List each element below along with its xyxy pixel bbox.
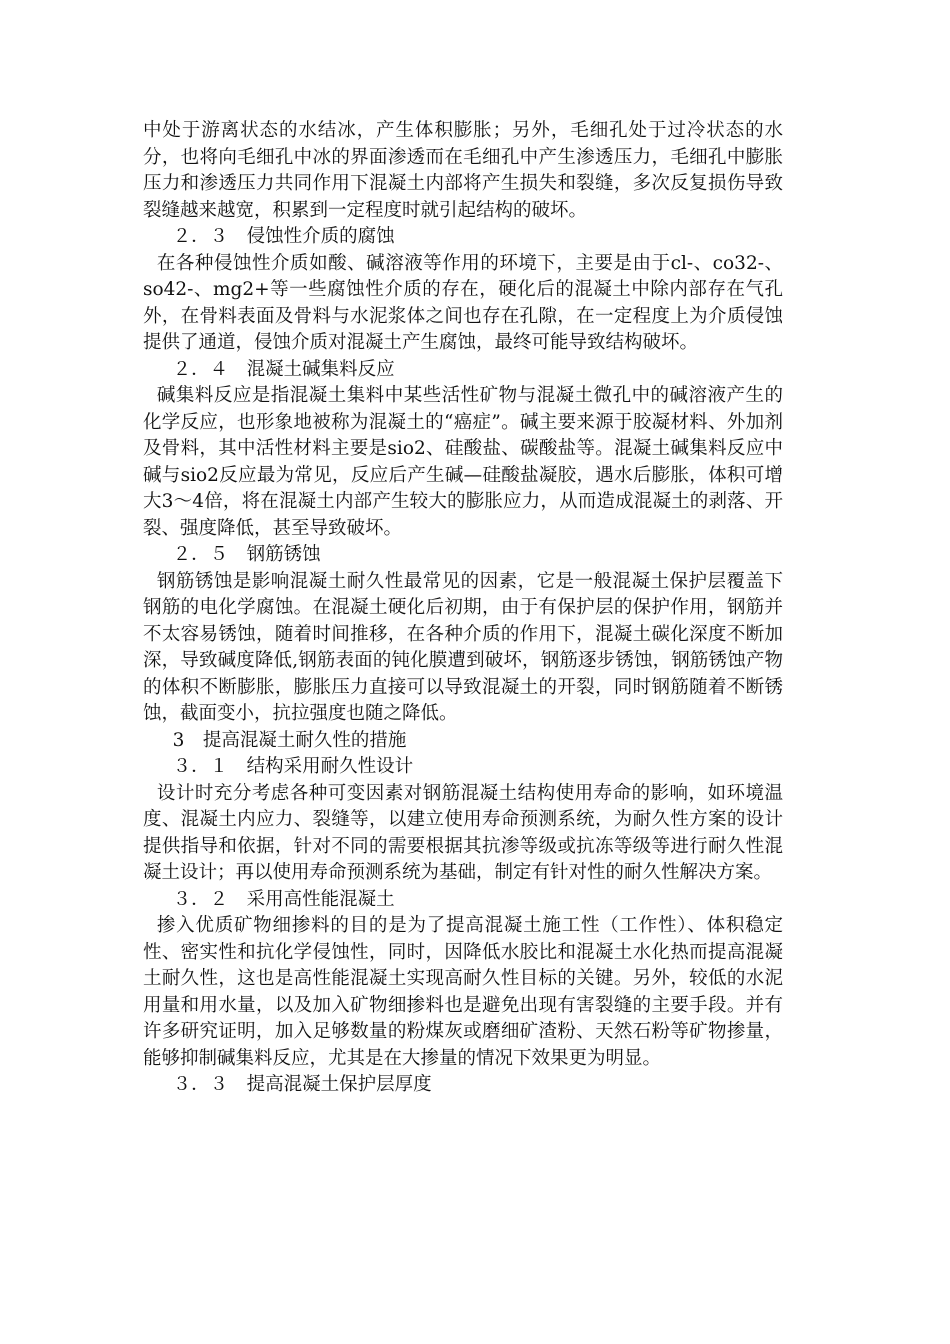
document-body (143, 118, 783, 1099)
section-heading-2-3: ２．３ 侵蚀性介质的腐蚀 (172, 226, 395, 247)
section-heading-3-1: ３．１ 结构采用耐久性设计 (172, 756, 414, 777)
section-heading-2-5: ２．５ 钢筋锈蚀 (172, 544, 321, 565)
body-paragraph: 中处于游离状态的水结冰，产生体积膨胀；另外，毛细孔处于过冷状态的水分，也将向毛细孔中冰的界面渗透而在毛细孔中产生渗透压力，毛细孔中膨胀压力和渗透压力共同作用下混凝土内部将产生损失和裂缝，多次反复损伤导致裂缝越来越宽，积累到一定程度时就引起结构的破坏。 (143, 120, 783, 221)
body-paragraph: 掺入优质矿物细掺料的目的是为了提高混凝土施工性（工作性）、体积稳定性、密实性和抗化学侵蚀性，同时，因降低水胶比和混凝土水化热而提高混凝土耐久性，这也是高性能混凝土实现高耐久性目标的关键。另外，较低的水泥用量和用水量，以及加入矿物细掺料也是避免出现有害裂缝的主要手段。并有许多研究证明，加入足够数量的粉煤灰或磨细矿渣粉、天然石粉等矿物掺量，能够抑制碱集料反应，尤其是在大掺量的情况下效果更为明显。 (143, 915, 783, 1069)
section-heading-3: 3 提高混凝土耐久性的措施 (172, 729, 407, 751)
body-paragraph: 设计时充分考虑各种可变因素对钢筋混凝土结构使用寿命的影响，如环境温度、混凝土内应力、裂缝等，以建立使用寿命预测系统，为耐久性方案的设计提供指导和依据，针对不同的需要根据其抗渗等级或抗冻等级等进行耐久性混凝土设计；再以使用寿命预测系统为基础，制定有针对性的耐久性解决方案。 (143, 782, 783, 883)
body-paragraph: 碱集料反应是指混凝土集料中某些活性矿物与混凝土微孔中的碱溶液产生的化学反应，也形象地被称为混凝土的“癌症”。碱主要来源于胶凝材料、外加剂及骨料，其中活性材料主要是sio2、硅酸盐、碳酸盐等。混凝土碱集料反应中碱与sio2反应最为常见，反应后产生碱—硅酸盐凝胶，遇水后膨胀，体积可增大3～4倍，将在混凝土内部产生较大的膨胀应力，从而造成混凝土的剥落、开裂、强度降低，甚至导致破坏。 (143, 385, 783, 539)
body-paragraph: 钢筋锈蚀是影响混凝土耐久性最常见的因素，它是一般混凝土保护层覆盖下钢筋的电化学腐蚀。在混凝土硬化后初期，由于有保护层的保护作用，钢筋并不太容易锈蚀，随着时间推移，在各种介质的作用下，混凝土碳化深度不断加深，导致碱度降低,钢筋表面的钝化膜遭到破坏，钢筋逐步锈蚀，钢筋锈蚀产物的体积不断膨胀，膨胀压力直接可以导致混凝土的开裂，同时钢筋随着不断锈蚀，截面变小，抗拉强度也随之降低。 (143, 570, 783, 724)
body-paragraph: 在各种侵蚀性介质如酸、碱溶液等作用的环境下，主要是由于cl-、co32-、so42-、mg2+等一些腐蚀性介质的存在，硬化后的混凝土中除内部存在气孔外，在骨料表面及骨料与水泥浆体之间也存在孔隙，在一定程度上为介质侵蚀提供了通道，侵蚀介质对混凝土产生腐蚀，最终可能导致结构破坏。 (143, 252, 783, 353)
section-heading-2-4: ２．４ 混凝土碱集料反应 (172, 358, 395, 380)
section-heading-3-3: ３．３ 提高混凝土保护层厚度 (172, 1074, 432, 1095)
section-heading-3-2: ３．２ 采用高性能混凝土 (172, 888, 395, 910)
